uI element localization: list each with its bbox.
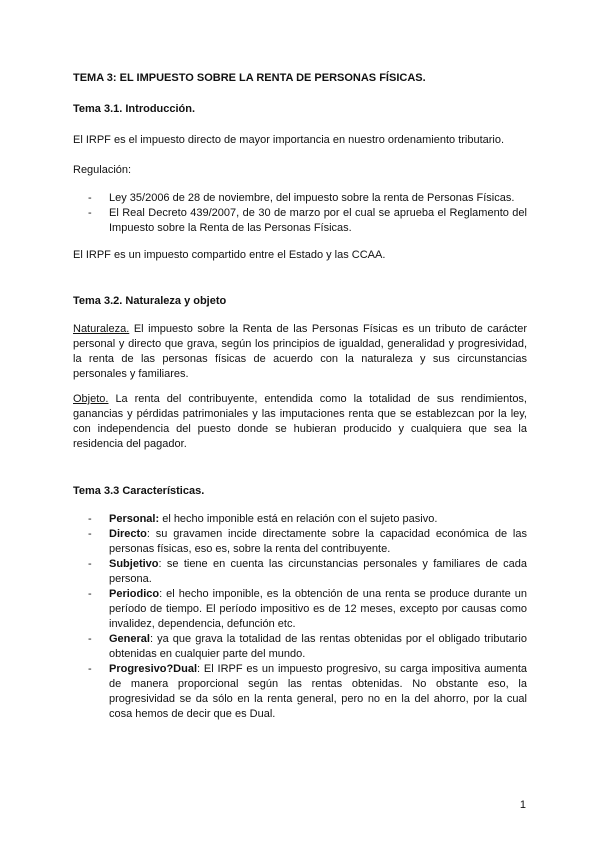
page-number: 1 [519, 799, 526, 811]
shared-tax-paragraph: El IRPF es un impuesto compartido entre el Estado y las CCAA. [73, 249, 386, 261]
list-item [73, 527, 527, 557]
document-page [73, 0, 527, 848]
regulation-item-text: El Real Decreto 439/2007, de 30 de marzo por el cual se aprueba el Reglamento del Impuesto sobre la Renta de las Personas Físicas. [109, 207, 527, 234]
characteristic-term: Personal: [109, 513, 160, 525]
list-item [73, 512, 527, 527]
characteristic-text: el hecho imponible está en relación con el sujeto pasivo. [159, 513, 438, 525]
section-3-2-heading: Tema 3.2. Naturaleza y objeto [73, 295, 227, 307]
characteristic-text: : su gravamen incide directamente sobre la capacidad económica de las personas físicas, eso es, sobre la renta del contribuyente. [109, 528, 527, 555]
objeto-text: La renta del contribuyente, entendida como la totalidad de sus rendimientos, ganancias y pérdidas patrimoniales y las imputaciones renta que se establezcan por la ley, con independencia del puesto donde se hubieran producido y cualquiera que sea la residencia del pagador. [73, 393, 527, 450]
naturaleza-paragraph [73, 322, 527, 382]
dash-bullet: - [88, 558, 92, 570]
characteristic-term: Progresivo?Dual [109, 663, 198, 675]
characteristic-text: : el hecho imponible, es la obtención de una renta se produce durante un período de tiempo. El período impositivo es de 12 meses, excepto por causas como invalidez, dependencia, defunción etc. [109, 588, 527, 630]
naturaleza-text: El impuesto sobre la Renta de las Personas Físicas es un tributo de carácter personal y directo que grava, según los principios de igualdad, generalidad y progresividad, la renta de las personas físicas de acuerdo con la naturaleza y sus circunstancias personales y familiares. [73, 323, 527, 380]
list-item [73, 206, 527, 236]
dash-bullet: - [88, 633, 92, 645]
list-item [73, 587, 527, 632]
characteristic-text: : se tiene en cuenta las circunstancias personales y familiares de cada persona. [109, 558, 527, 585]
list-item [73, 632, 527, 662]
dash-bullet: - [88, 207, 92, 219]
dash-bullet: - [88, 513, 92, 525]
dash-bullet: - [88, 663, 92, 675]
dash-bullet: - [88, 528, 92, 540]
section-3-3-heading: Tema 3.3 Características. [73, 485, 205, 497]
dash-bullet: - [88, 192, 92, 204]
characteristic-term: Subjetivo [109, 558, 159, 570]
list-item [73, 557, 527, 587]
regulation-label: Regulación: [73, 164, 132, 176]
characteristic-term: General [109, 633, 150, 645]
intro-paragraph: El IRPF es el impuesto directo de mayor importancia en nuestro ordenamiento tributario. [73, 134, 505, 146]
list-item [73, 191, 527, 206]
characteristic-term: Periodico [109, 588, 160, 600]
characteristic-term: Directo [109, 528, 147, 540]
document-title: TEMA 3: EL IMPUESTO SOBRE LA RENTA DE PERSONAS FÍSICAS. [73, 72, 426, 84]
characteristic-text: : ya que grava la totalidad de las rentas obtenidas por el obligado tributario obtenidas en cualquier parte del mundo. [109, 633, 527, 660]
objeto-paragraph [73, 392, 527, 452]
list-item [73, 662, 527, 722]
naturaleza-label: Naturaleza. [73, 323, 130, 335]
characteristics-list [73, 512, 527, 722]
section-3-1-heading: Tema 3.1. Introducción. [73, 103, 196, 115]
dash-bullet: - [88, 588, 92, 600]
regulation-list [73, 191, 527, 236]
characteristic-text: : El IRPF es un impuesto progresivo, su carga impositiva aumenta de manera proporcional según las rentas obtenidas. No obstante eso, la progresividad se da sólo en la renta general, pero no en la del ahorro, por la cual cosa hemos de decir que es Dual. [109, 663, 527, 720]
objeto-label: Objeto. [73, 393, 109, 405]
regulation-item-text: Ley 35/2006 de 28 de noviembre, del impuesto sobre la renta de Personas Físicas. [109, 192, 515, 204]
